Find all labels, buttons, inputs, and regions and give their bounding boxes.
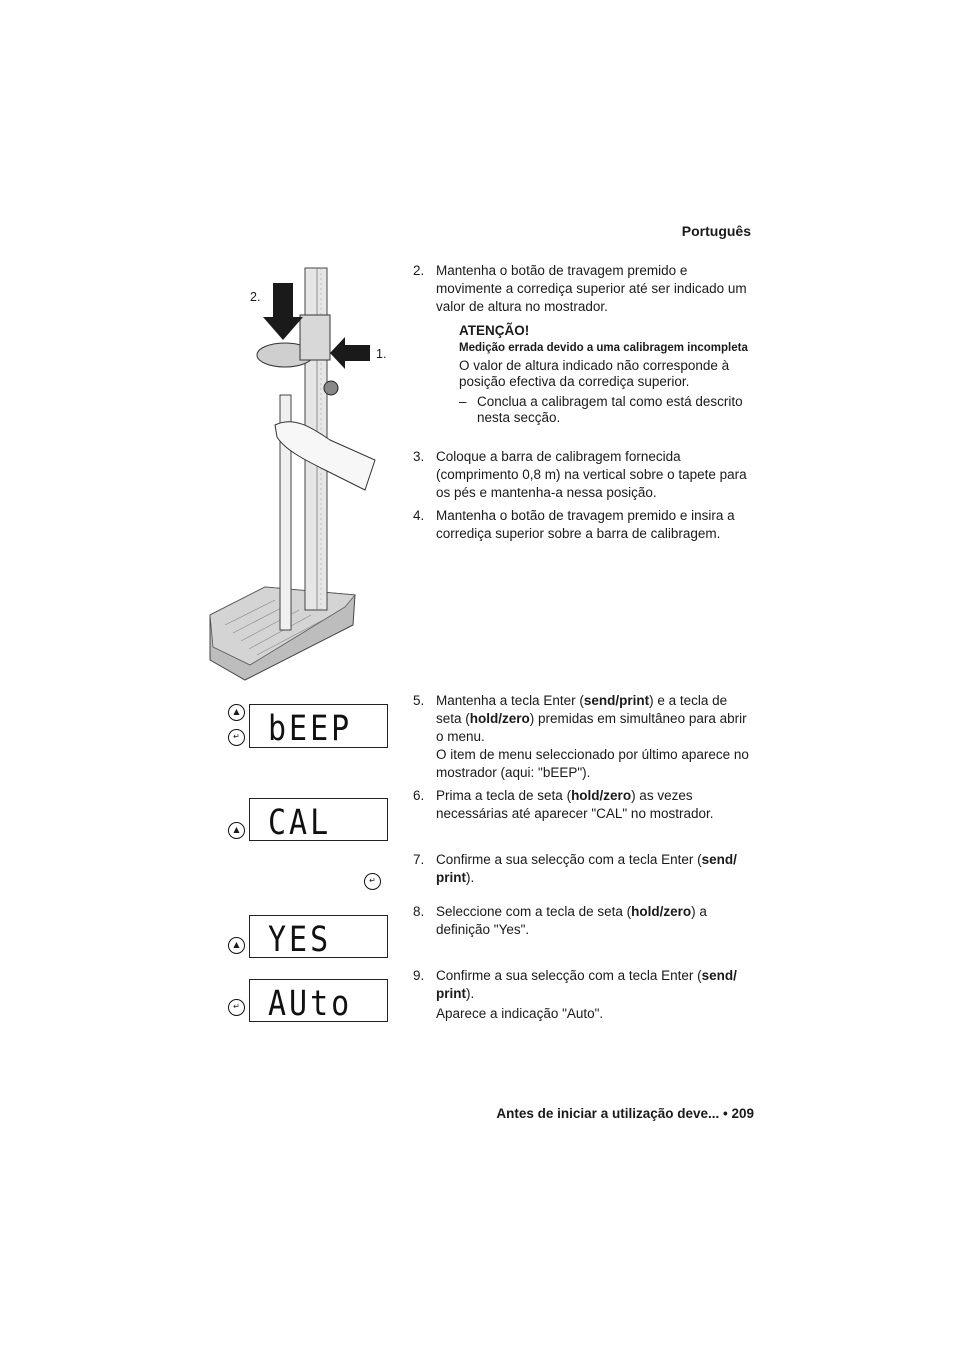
- key-name: hold/zero: [631, 904, 692, 919]
- step-5: [413, 692, 753, 782]
- lcd-display-yes: [249, 915, 388, 961]
- step-text: [436, 851, 753, 887]
- arrow-key-icon: ▲: [228, 937, 245, 954]
- step-text: [436, 967, 753, 1003]
- display-text: bEEP: [268, 709, 353, 750]
- step-8: [413, 903, 753, 939]
- stadiometer-illustration: [205, 265, 395, 685]
- display-text: YES: [268, 920, 332, 961]
- arrow-key-icon: ▲: [228, 822, 245, 839]
- step-2: [413, 262, 753, 316]
- text-run: Prima a tecla de seta (: [436, 788, 572, 803]
- step-text: [436, 903, 753, 939]
- lcd-display-beep: [249, 704, 388, 748]
- step-number: 9.: [413, 968, 425, 983]
- warning-item-text: Conclua a calibragem tal como está descrito nesta secção.: [477, 394, 743, 425]
- step-3: [413, 448, 753, 502]
- enter-key-icon: ↵: [228, 999, 245, 1016]
- step-9: [413, 967, 753, 1023]
- text-run: ) premidas em simultâneo para abrir o menu.: [436, 711, 747, 744]
- enter-key-icon: ↵: [364, 873, 381, 890]
- key-name: send/print: [583, 693, 650, 708]
- step-4: [413, 507, 753, 543]
- dash-bullet: –: [459, 394, 467, 409]
- warning-title: ATENÇÃO!: [459, 323, 530, 338]
- step-number: 8.: [413, 904, 425, 919]
- warning-item: [459, 394, 753, 426]
- arrow-key-icon: ▲: [228, 704, 245, 721]
- text-run: Confirme a sua selecção com a tecla Enter (: [436, 968, 702, 983]
- text-run: ).: [466, 870, 475, 885]
- key-name: hold/zero: [571, 788, 632, 803]
- step-number: 4.: [413, 508, 425, 523]
- warning-subtitle: Medição errada devido a uma calibragem incompleta: [459, 342, 748, 354]
- text-run: ) e a tecla de seta (: [436, 693, 728, 726]
- page-footer: Antes de iniciar a utilização deve... • 209: [496, 1106, 754, 1121]
- text-run: ) a definição "Yes".: [436, 904, 707, 937]
- step-text: [436, 787, 753, 823]
- step-text: [436, 692, 753, 746]
- key-name: send/ print: [436, 968, 737, 1001]
- step-7: [413, 851, 753, 887]
- step-number: 2.: [413, 263, 425, 278]
- step-text: Coloque a barra de calibragem fornecida (comprimento 0,8 m) na vertical sobre o tapete para os pés e mantenha-a nessa posição.: [436, 449, 747, 500]
- step-number: 7.: [413, 852, 425, 867]
- step-number: 3.: [413, 449, 425, 464]
- key-name: hold/zero: [469, 711, 530, 726]
- figure-label-1: 1.: [376, 347, 387, 361]
- enter-key-icon: ↵: [228, 729, 245, 746]
- warning-box: [459, 323, 753, 426]
- step-note: O item de menu seleccionado por último aparece no mostrador (aqui: "bEEP").: [436, 747, 749, 780]
- display-text: CAL: [268, 803, 332, 844]
- text-run: ).: [466, 986, 475, 1001]
- display-text: AUto: [268, 984, 353, 1025]
- step-number: 6.: [413, 788, 425, 803]
- warning-body: O valor de altura indicado não corresponde à posição efectiva da corrediça superior.: [459, 358, 730, 389]
- step-number: 5.: [413, 693, 425, 708]
- step-6: [413, 787, 753, 823]
- text-run: Confirme a sua selecção com a tecla Enter (: [436, 852, 702, 867]
- language-header: Português: [681, 223, 751, 239]
- text-run: ) as vezes necessárias até aparecer "CAL" no mostrador.: [436, 788, 714, 821]
- step-text: Mantenha o botão de travagem premido e insira a corrediça superior sobre a barra de calibragem.: [436, 508, 735, 541]
- lcd-display-auto: [249, 979, 388, 1025]
- text-run: Seleccione com a tecla de seta (: [436, 904, 632, 919]
- lcd-display-cal: [249, 798, 388, 844]
- key-name: send/ print: [436, 852, 737, 885]
- text-run: Mantenha a tecla Enter (: [436, 693, 584, 708]
- figure-label-2: 2.: [250, 290, 261, 304]
- step-text: Mantenha o botão de travagem premido e movimente a corrediça superior até ser indicado um valor de altura no mostrador.: [436, 263, 747, 314]
- step-note: Aparece a indicação "Auto".: [436, 1006, 604, 1021]
